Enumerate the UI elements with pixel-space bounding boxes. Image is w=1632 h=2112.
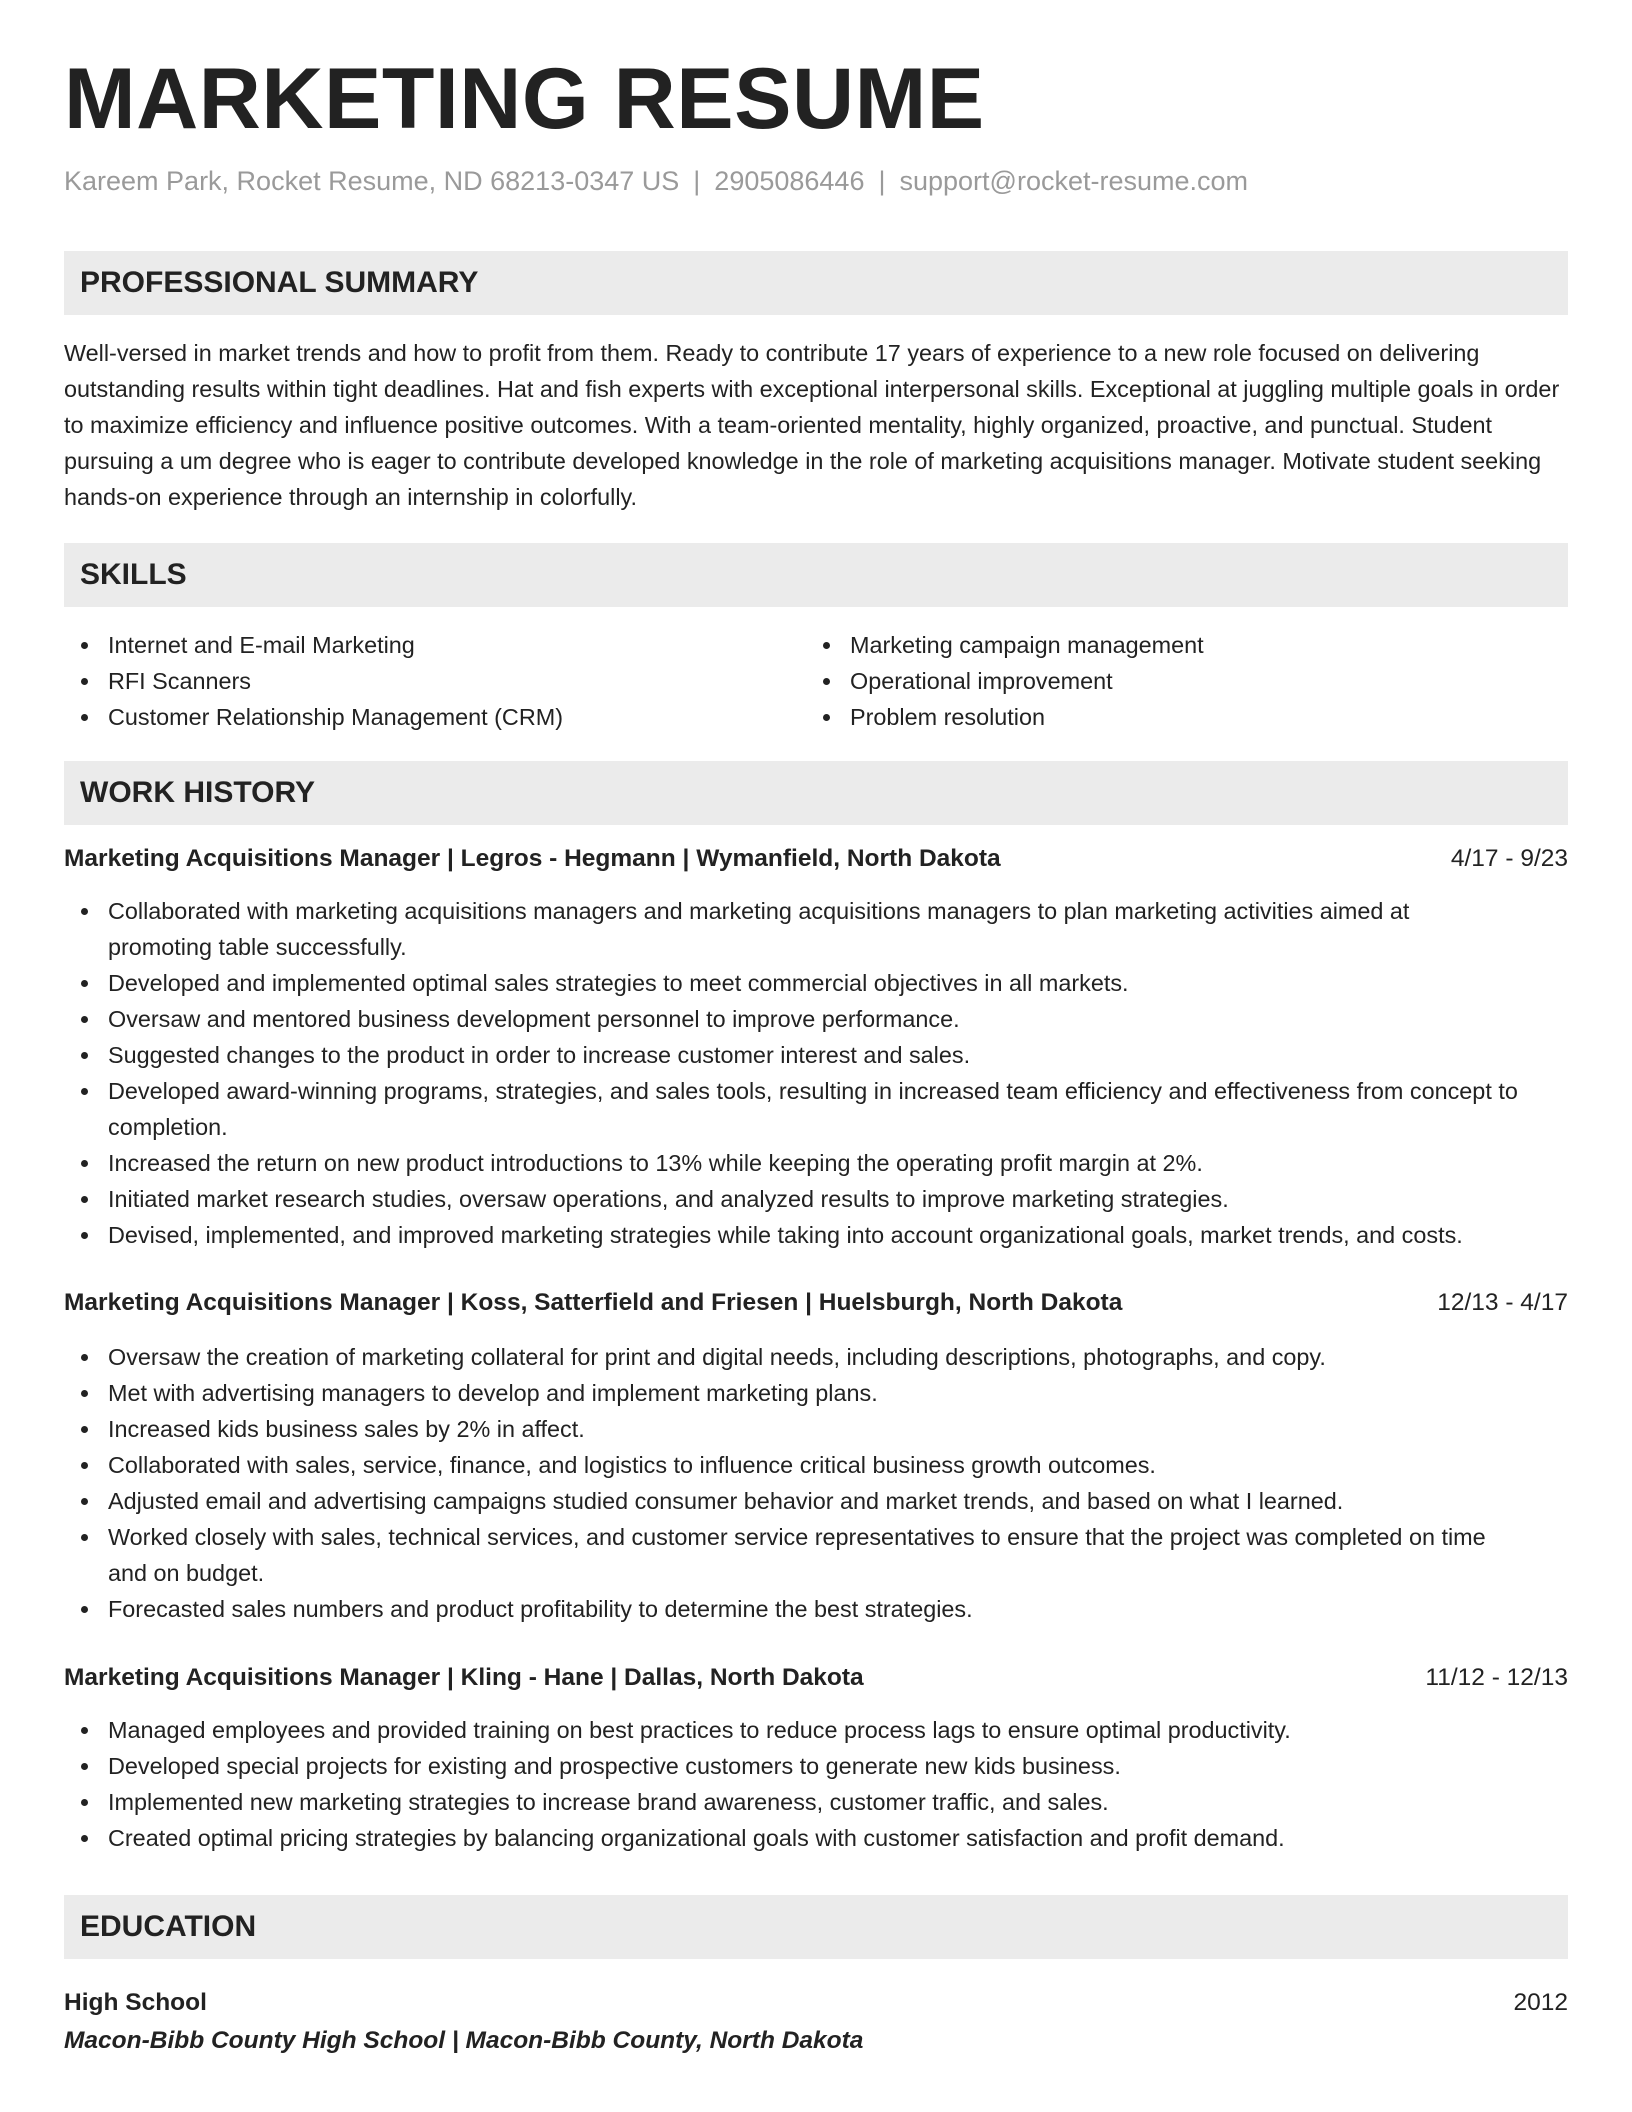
job-bullet: Suggested changes to the product in order to increase customer interest and sales.	[64, 1037, 1568, 1073]
job-dates: 11/12 - 12/13	[1425, 1664, 1568, 1691]
job-title: Marketing Acquisitions Manager | Koss, Satterfield and Friesen | Huelsburgh, North Dakota	[64, 1289, 1123, 1316]
job-bullet: Adjusted email and advertising campaigns studied consumer behavior and market trends, and based on what I learned.	[64, 1483, 1568, 1519]
job-heading	[64, 1285, 1568, 1321]
contact-separator: |	[878, 166, 886, 196]
job-bullets	[64, 893, 1568, 1253]
job-bullet: Created optimal pricing strategies by balancing organizational goals with customer satisfaction and profit demand.	[64, 1820, 1568, 1856]
contact-line	[64, 168, 1248, 195]
education-degree: High School	[64, 1989, 207, 2016]
resume-title: MARKETING RESUME	[64, 51, 985, 147]
job-bullet: Developed award-winning programs, strategies, and sales tools, resulting in increased team efficiency and effectiveness from concept to completion.	[64, 1073, 1568, 1145]
job-bullet: Worked closely with sales, technical services, and customer service representatives to ensure that the project was completed on time and on budget.	[64, 1519, 1568, 1591]
skill-item: Internet and E-mail Marketing	[64, 627, 806, 663]
skill-item: Customer Relationship Management (CRM)	[64, 699, 806, 735]
section-heading-education: EDUCATION	[64, 1895, 1568, 1959]
section-heading-work: WORK HISTORY	[64, 761, 1568, 825]
job-bullet: Initiated market research studies, oversaw operations, and analyzed results to improve marketing strategies.	[64, 1181, 1568, 1217]
skills-column-left	[64, 627, 806, 735]
skill-item: RFI Scanners	[64, 663, 806, 699]
job-bullet: Developed special projects for existing and prospective customers to generate new kids business.	[64, 1748, 1568, 1784]
skills-list	[64, 627, 1568, 735]
job-heading	[64, 1660, 1568, 1696]
skill-item: Marketing campaign management	[806, 627, 1548, 663]
skills-column-right	[806, 627, 1548, 735]
job-bullet: Increased the return on new product introductions to 13% while keeping the operating profit margin at 2%.	[64, 1145, 1568, 1181]
job-heading	[64, 841, 1568, 877]
job-bullet: Managed employees and provided training on best practices to reduce process lags to ensure optimal productivity.	[64, 1712, 1568, 1748]
job-bullet: Collaborated with sales, service, finance, and logistics to influence critical business growth outcomes.	[64, 1447, 1568, 1483]
education-school: Macon-Bibb County High School | Macon-Bibb County, North Dakota	[64, 2027, 864, 2054]
job-title: Marketing Acquisitions Manager | Kling - Hane | Dallas, North Dakota	[64, 1664, 864, 1691]
skill-item: Problem resolution	[806, 699, 1548, 735]
education-year: 2012	[1513, 1989, 1568, 2016]
job-dates: 4/17 - 9/23	[1450, 845, 1568, 872]
job-bullet: Implemented new marketing strategies to increase brand awareness, customer traffic, and sales.	[64, 1784, 1568, 1820]
job-bullet: Oversaw and mentored business development personnel to improve performance.	[64, 1001, 1568, 1037]
contact-separator: |	[693, 166, 701, 196]
job-bullets	[64, 1339, 1568, 1627]
job-bullet: Oversaw the creation of marketing collateral for print and digital needs, including descriptions, photographs, and copy.	[64, 1339, 1568, 1375]
job-bullet: Increased kids business sales by 2% in affect.	[64, 1411, 1568, 1447]
job-bullets	[64, 1712, 1568, 1856]
skill-item: Operational improvement	[806, 663, 1548, 699]
contact-email: support@rocket-resume.com	[899, 166, 1249, 196]
job-bullet: Met with advertising managers to develop and implement marketing plans.	[64, 1375, 1568, 1411]
job-bullet: Collaborated with marketing acquisitions managers and marketing acquisitions managers to plan marketing activities aimed at promoting table successfully.	[64, 893, 1568, 965]
job-bullet: Forecasted sales numbers and product profitability to determine the best strategies.	[64, 1591, 1568, 1627]
job-bullet: Developed and implemented optimal sales strategies to meet commercial objectives in all markets.	[64, 965, 1568, 1001]
job-title: Marketing Acquisitions Manager | Legros - Hegmann | Wymanfield, North Dakota	[64, 845, 1001, 872]
summary-text: Well-versed in market trends and how to profit from them. Ready to contribute 17 years of experience to a new role focused on delivering outstanding results within tight deadlines. Hat and fish experts with exceptional interpersonal skills. Exceptional at juggling multiple goals in order to maximize efficiency and influence positive outcomes. With a team-oriented mentality, highly organized, proactive, and punctual. Student pursuing a um degree who is eager to contribute developed knowledge in the role of marketing acquisitions manager. Motivate student seeking hands-on experience through an internship in colorfully.	[64, 340, 1560, 510]
job-bullet: Devised, implemented, and improved marketing strategies while taking into account organizational goals, market trends, and costs.	[64, 1217, 1568, 1253]
section-heading-summary: PROFESSIONAL SUMMARY	[64, 251, 1568, 315]
contact-address: Kareem Park, Rocket Resume, ND 68213-0347 US	[64, 166, 680, 196]
section-heading-skills: SKILLS	[64, 543, 1568, 607]
job-dates: 12/13 - 4/17	[1437, 1289, 1568, 1316]
contact-phone: 2905086446	[714, 166, 865, 196]
